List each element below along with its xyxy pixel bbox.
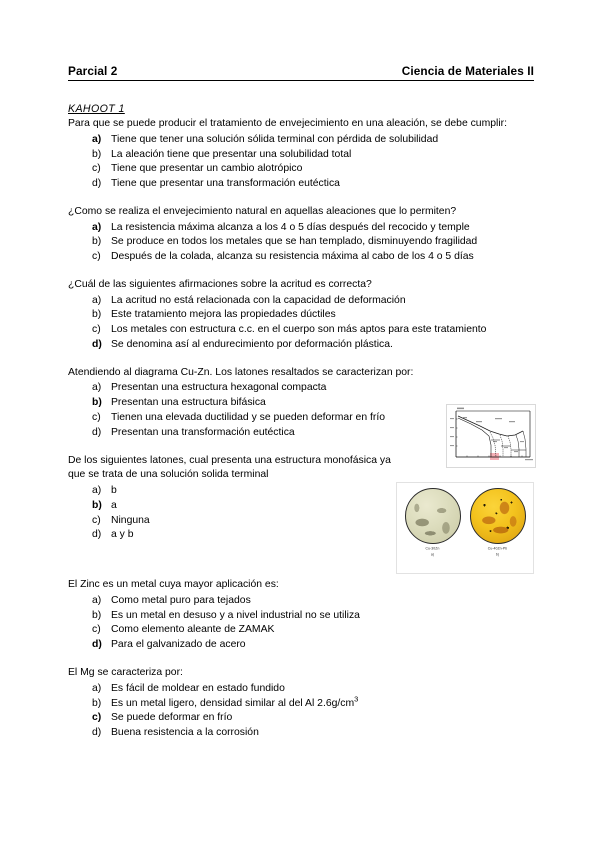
question-block-5 (68, 454, 534, 557)
option-list (68, 221, 534, 265)
micrograph-b (469, 488, 527, 558)
option-text: Tienen una elevada ductilidad y se pueden deformar en frío (111, 412, 385, 424)
option-text: Tiene que tener una solución sólida terminal con pérdida de solubilidad (111, 133, 439, 145)
page-content (68, 64, 534, 754)
option-text: Se puede deformar en frío (111, 712, 233, 724)
option-item[interactable] (92, 308, 534, 323)
option-label: c) (92, 163, 101, 175)
option-text: Es un metal en desuso y a nivel industrial no se utiliza (111, 609, 360, 621)
option-text: Para el galvanizado de acero (111, 639, 246, 651)
question-stem: El Zinc es un metal cuya mayor aplicación es: (68, 579, 279, 591)
option-item[interactable] (92, 221, 534, 236)
option-item[interactable] (92, 594, 534, 609)
option-item[interactable] (92, 235, 534, 250)
option-label: d) (92, 426, 102, 438)
option-text: Se produce en todos los metales que se han templado, disminuyendo fragilidad (111, 236, 478, 248)
micrograph-b-caption: Cu-40Zn-Pb b) (487, 545, 508, 557)
question-stem: ¿Cuál de las siguientes afirmaciones sobre la acritud es correcta? (68, 278, 372, 290)
superscript-exponent: 3 (354, 694, 359, 704)
option-label: d) (92, 338, 102, 350)
option-label: b) (92, 609, 102, 621)
option-text: Como elemento aleante de ZAMAK (111, 624, 275, 636)
question-block-2 (68, 205, 534, 265)
option-label: b) (92, 397, 102, 409)
option-label: b) (92, 148, 102, 160)
brass-micrographs-figure (396, 482, 534, 574)
option-item[interactable] (92, 638, 534, 653)
option-text: Buena resistencia a la corrosión (111, 727, 259, 739)
option-text: Este tratamiento mejora las propiedades dúctiles (111, 309, 336, 321)
option-list (68, 594, 534, 653)
question-block-3 (68, 278, 534, 353)
option-label: a) (92, 485, 102, 497)
option-label: a) (92, 682, 102, 694)
option-item[interactable] (92, 338, 534, 353)
option-label: c) (92, 712, 102, 724)
option-text: La resistencia máxima alcanza a los 4 o 5 días después del recocido y temple (111, 221, 470, 233)
course-title: Ciencia de Materiales II (401, 64, 534, 78)
micrograph-b-image (470, 488, 526, 544)
option-text: La acritud no está relacionada con la capacidad de deformación (111, 294, 406, 306)
option-text: Presentan una estructura bifásica (111, 397, 266, 409)
option-label: b) (92, 309, 102, 321)
option-label: a) (92, 594, 102, 606)
option-item[interactable] (92, 623, 534, 638)
option-list (68, 294, 534, 353)
option-label: c) (92, 624, 101, 636)
option-label: a) (92, 221, 102, 233)
option-item[interactable] (92, 726, 534, 741)
section-title: KAHOOT 1 (68, 103, 125, 115)
question-stem: Atendiendo al diagrama Cu-Zn. Los latones resaltados se caracterizan por: (68, 366, 414, 378)
option-item[interactable] (92, 294, 534, 309)
option-label: a) (92, 382, 102, 394)
option-label: c) (92, 251, 101, 263)
option-label: c) (92, 412, 101, 424)
option-text: Ninguna (111, 514, 150, 526)
question-block-4 (68, 366, 534, 441)
option-label: d) (92, 639, 102, 651)
option-text: Los metales con estructura c.c. en el cuerpo son más aptos para este tratamiento (111, 324, 487, 336)
micrograph-a-caption: Cu-30Zn a) (425, 545, 440, 557)
option-text: a (111, 499, 117, 511)
option-label: d) (92, 727, 102, 739)
option-item[interactable] (92, 250, 534, 265)
question-block-1 (68, 117, 534, 192)
option-label: d) (92, 529, 102, 541)
option-list (68, 682, 534, 741)
option-text: a y b (111, 529, 134, 541)
option-text: Tiene que presentar un cambio alotrópico (111, 163, 303, 175)
option-text-main: Es un metal ligero, densidad similar al del Al 2.6g/cm (111, 697, 355, 709)
option-label: c) (92, 514, 101, 526)
option-item[interactable] (92, 682, 534, 697)
micrograph-a (404, 488, 462, 558)
option-label: b) (92, 499, 102, 511)
question-block-7 (68, 666, 534, 741)
option-text: b (111, 485, 117, 497)
option-list (68, 133, 534, 192)
option-text: Después de la colada, alcanza su resistencia máxima al cabo de los 4 o 5 días (111, 251, 474, 263)
option-item[interactable] (92, 162, 534, 177)
option-text: Presentan una estructura hexagonal compacta (111, 382, 327, 394)
option-item[interactable] (92, 694, 534, 712)
option-text (111, 694, 359, 712)
option-text: Presentan una transformación eutéctica (111, 426, 295, 438)
option-label: b) (92, 697, 102, 709)
question-stem: De los siguientes latones, cual presenta una estructura monofásica ya que se trata de una solución solida terminal (68, 454, 391, 481)
document-header (68, 64, 534, 81)
option-item[interactable] (92, 381, 534, 396)
option-label: d) (92, 178, 102, 190)
option-item[interactable] (92, 148, 534, 163)
question-stem: ¿Como se realiza el envejecimiento natural en aquellas aleaciones que lo permiten? (68, 205, 457, 217)
option-label: a) (92, 133, 102, 145)
option-item[interactable] (92, 323, 534, 338)
question-stem: Para que se puede producir el tratamiento de envejecimiento en una aleación, se debe cumplir: (68, 118, 507, 129)
option-text: Se denomina así al endurecimiento por deformación plástica. (111, 338, 393, 350)
option-item[interactable] (92, 711, 534, 726)
question-stem: El Mg se caracteriza por: (68, 666, 183, 678)
option-label: a) (92, 294, 102, 306)
option-item[interactable] (92, 609, 534, 624)
question-block-6 (68, 578, 534, 653)
option-label: b) (92, 236, 102, 248)
option-text: La aleación tiene que presentar una solubilidad total (111, 148, 352, 160)
micrograph-a-image (405, 488, 461, 544)
option-text: Tiene que presentar una transformación eutéctica (111, 178, 340, 190)
option-item[interactable] (92, 177, 534, 192)
exam-title: Parcial 2 (68, 64, 118, 78)
option-item[interactable] (92, 133, 534, 148)
option-text: Como metal puro para tejados (111, 594, 251, 606)
option-text: Es fácil de moldear en estado fundido (111, 682, 285, 694)
option-label: c) (92, 324, 101, 336)
